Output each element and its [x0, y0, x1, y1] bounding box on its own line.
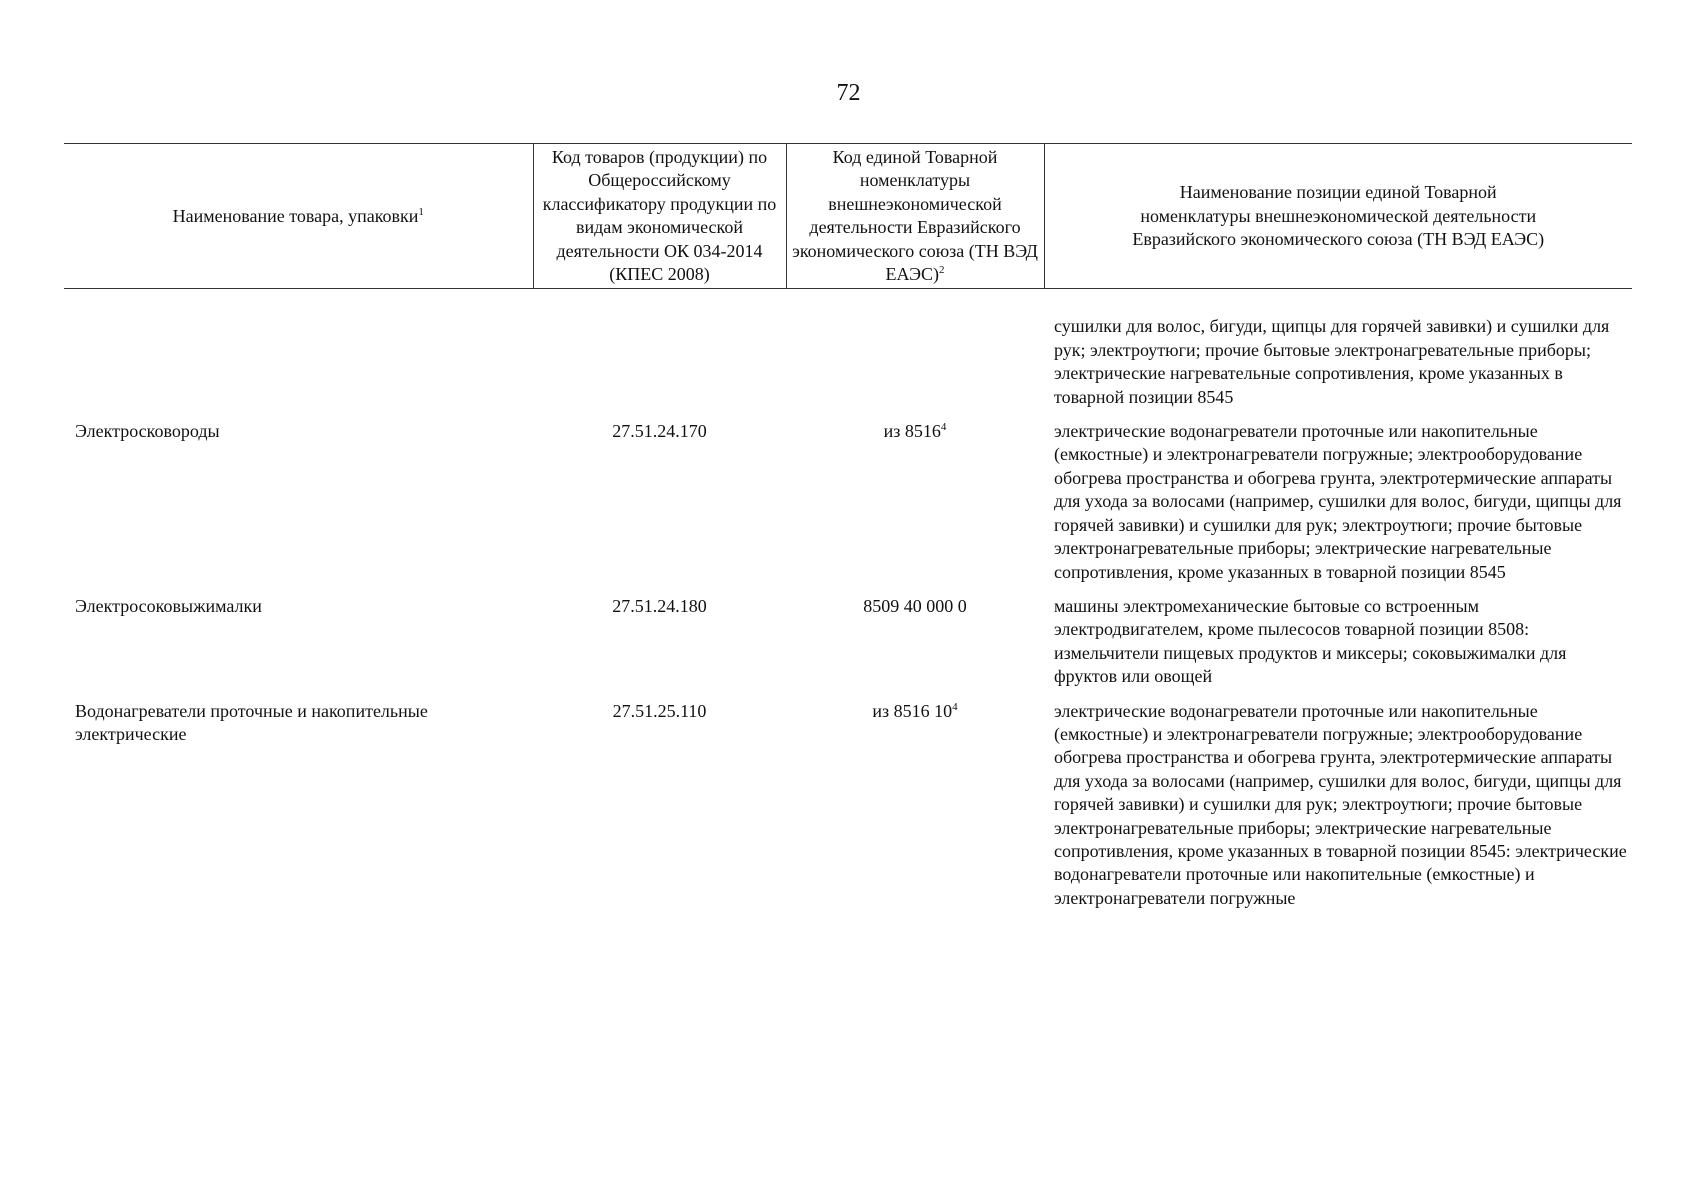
goods-name-cell: Водонагреватели проточные и накопительные электрические — [75, 700, 428, 744]
tnved-code-cell — [786, 420, 1044, 595]
page-number: 72 — [836, 80, 861, 106]
tnved-code-footnote: 4 — [940, 421, 947, 434]
tnved-code-footnote: 4 — [952, 700, 958, 713]
table-row — [64, 289, 1632, 420]
table-header — [64, 144, 1632, 289]
tnved-code-cell — [786, 700, 1044, 922]
table-row — [64, 420, 1632, 595]
header-okpd-code — [533, 144, 786, 289]
header-tnved-code-footnote: 2 — [938, 264, 945, 277]
header-tnved-name-text: Наименование позиции единой Товарной номенклатуры внешнеэкономической деятельности Евразийского экономического союза (ТН ВЭД ЕАЭС) — [1132, 182, 1545, 249]
okpd-code-cell: 27.51.25.110 — [612, 700, 707, 721]
header-tnved-code — [786, 144, 1044, 289]
tnved-description-cell: электрические водонагреватели проточные или накопительные (емкостные) и электронагреватели погружные; электрооборудование обогрева пространства и обогрева грунта, электротермические аппараты для ухода за волосами (например, сушилки для волос, бигуди, щипцы для горячей завивки) и сушилки для рук; электроутюги; прочие бытовые электронагревательные приборы; электрические нагревательные сопротивления, кроме указанных в товарной позиции 8545: электрические водонагреватели проточные или накопительные (емкостные) и электронагреватели погружные — [1054, 700, 1627, 908]
goods-name-cell: Электросоковыжималки — [75, 595, 262, 616]
tnved-code-text: 8509 40 000 0 — [863, 595, 967, 616]
tnved-description-cell: машины электромеханические бытовые со встроенным электродвигателем, кроме пылесосов товарной позиции 8508: измельчители пищевых продуктов и миксеры; соковыжималки для фруктов или овощей — [1054, 595, 1567, 687]
tnved-description-cell: сушилки для волос, бигуди, щипцы для горячей завивки) и сушилки для рук; электроутюги; прочие бытовые электронагревательные приборы; электрические нагревательные сопротивления, кроме указанных в товарной позиции 8545 — [1054, 316, 1610, 407]
header-goods-name-footnote: 1 — [418, 205, 424, 218]
goods-name-cell: Электросковороды — [75, 421, 220, 442]
okpd-code-cell: 27.51.24.170 — [612, 421, 707, 442]
table-row — [64, 700, 1632, 922]
tnved-description-cell: электрические водонагреватели проточные или накопительные (емкостные) и электронагреватели погружные; электрооборудование обогрева пространства и обогрева грунта, электротермические аппараты для ухода за волосами (например, сушилки для волос, бигуди, щипцы для горячей завивки) и сушилки для рук; электроутюги; прочие бытовые электронагревательные приборы; электрические нагревательные сопротивления, кроме указанных в товарной позиции 8545 — [1054, 421, 1622, 582]
tnved-code-cell — [786, 595, 1044, 700]
tnved-code-text: из 8516 10 — [872, 700, 953, 721]
table-row — [64, 595, 1632, 700]
header-goods-name-text: Наименование товара, упаковки — [172, 205, 419, 226]
goods-table — [64, 143, 1632, 921]
table-body — [64, 289, 1632, 921]
header-tnved-code-text: Код единой Товарной номенклатуры внешнеэкономической деятельности Евразийского экономического союза (ТН ВЭД ЕАЭС) — [792, 147, 1038, 285]
tnved-code-text: из 8516 — [883, 421, 941, 442]
okpd-code-cell: 27.51.24.180 — [612, 595, 707, 616]
header-tnved-name — [1044, 144, 1632, 289]
okpd-code-cell — [533, 289, 786, 420]
goods-name-cell — [64, 289, 533, 420]
tnved-code-cell — [786, 289, 1044, 420]
header-okpd-code-text: Код товаров (продукции) по Общероссийскому классификатору продукции по видам экономической деятельности ОК 034-2014 (КПЕС 2008) — [542, 147, 777, 285]
header-goods-name — [64, 144, 533, 289]
